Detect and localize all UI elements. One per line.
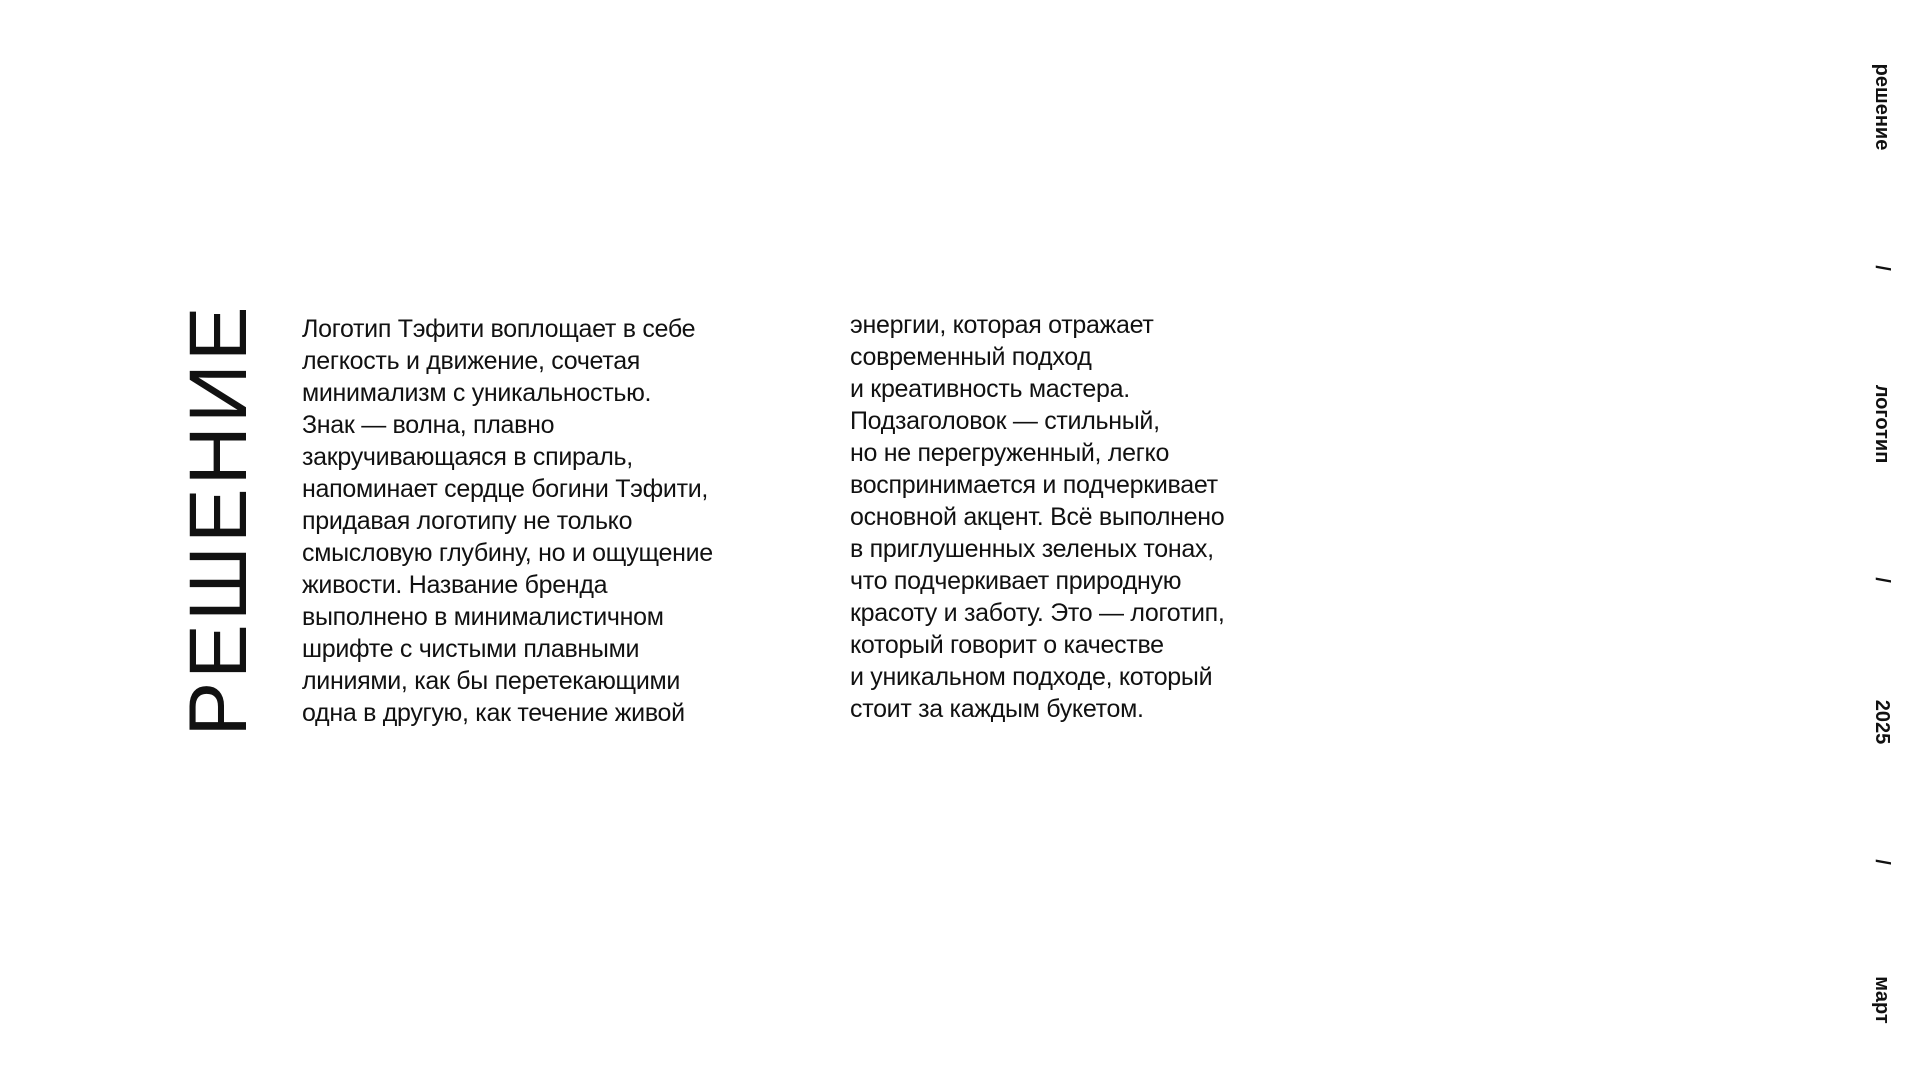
- text-line: шрифте с чистыми плавными: [302, 635, 640, 663]
- text-column-right: [850, 309, 1225, 725]
- meta-month-label: март: [1871, 976, 1893, 1024]
- text-line: Логотип Тэфити воплощает в себе: [302, 315, 696, 343]
- meta-topic-label: логотип: [1871, 384, 1893, 464]
- side-meta-strip: [1862, 0, 1902, 1081]
- text-line: выполнено в минималистичном: [302, 603, 664, 631]
- title-container: [173, 303, 264, 737]
- text-column-left: [302, 313, 713, 729]
- text-line: минимализм с уникальностью.: [302, 379, 652, 407]
- text-line: в приглушенных зеленых тонах,: [850, 535, 1214, 563]
- text-line: легкость и движение, сочетая: [302, 347, 641, 375]
- meta-separator: /: [1871, 265, 1893, 271]
- meta-year-label: 2025: [1871, 699, 1893, 745]
- text-line: красоту и заботу. Это — логотип,: [850, 599, 1225, 627]
- text-line: смысловую глубину, но и ощущение: [302, 539, 713, 567]
- text-line: современный подход: [850, 343, 1092, 371]
- text-line: Знак — волна, плавно: [302, 411, 555, 439]
- page-title: РЕШЕНИЕ: [173, 303, 264, 737]
- text-line: закручивающаяся в спираль,: [302, 443, 633, 471]
- text-line: что подчеркивает природную: [850, 567, 1182, 595]
- text-line: воспринимается и подчеркивает: [850, 471, 1218, 499]
- text-line: и креативность мастера.: [850, 375, 1130, 403]
- text-line: напоминает сердце богини Тэфити,: [302, 475, 709, 503]
- text-line: линиями, как бы перетекающими: [302, 667, 681, 695]
- meta-section-label: решение: [1871, 63, 1893, 151]
- text-line: который говорит о качестве: [850, 631, 1164, 659]
- meta-separator: /: [1871, 577, 1893, 583]
- text-line: живости. Название бренда: [302, 571, 608, 599]
- text-line: энергии, которая отражает: [850, 311, 1154, 339]
- text-line: Подзаголовок — стильный,: [850, 407, 1160, 435]
- text-line: одна в другую, как течение живой: [302, 699, 685, 727]
- meta-separator: /: [1871, 859, 1893, 865]
- text-line: основной акцент. Всё выполнено: [850, 503, 1225, 531]
- text-line: но не перегруженный, легко: [850, 439, 1170, 467]
- text-line: и уникальном подходе, который: [850, 663, 1213, 691]
- text-line: придавая логотипу не только: [302, 507, 633, 535]
- text-line: стоит за каждым букетом.: [850, 695, 1144, 723]
